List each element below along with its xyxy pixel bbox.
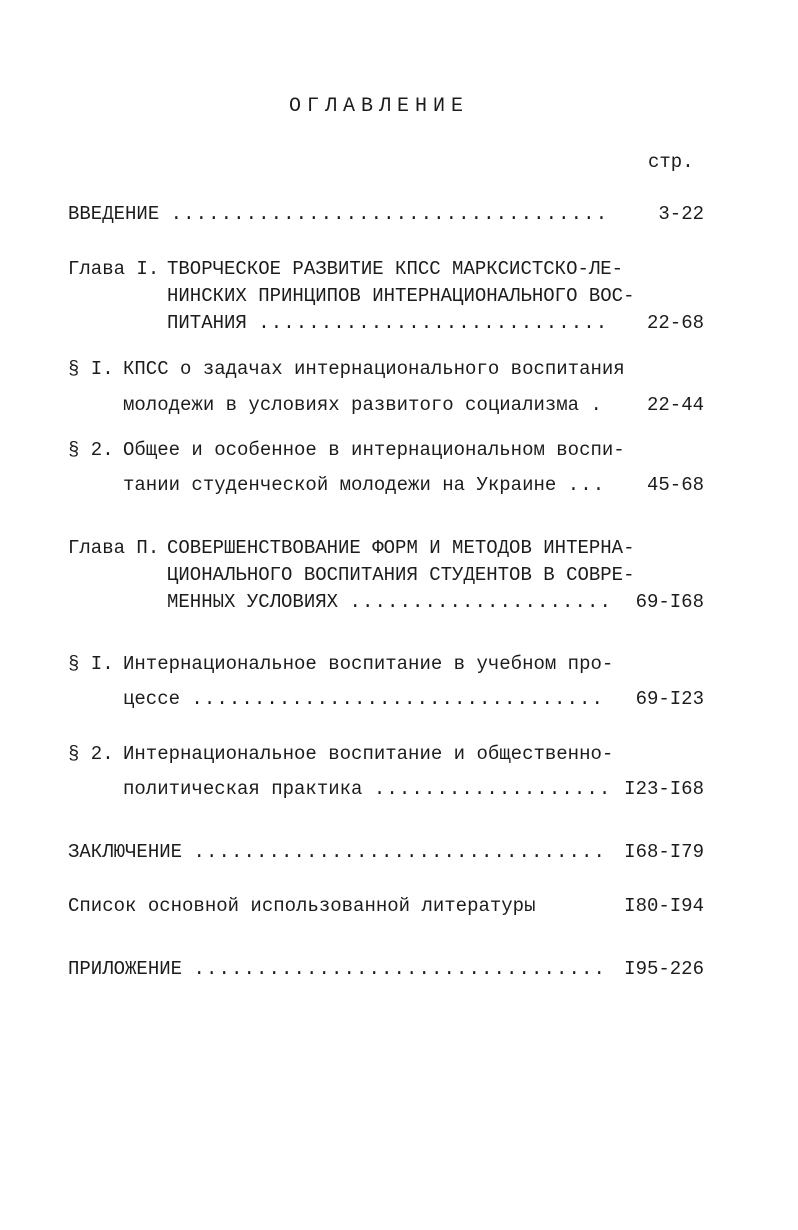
dot-leader: ................... — [373, 778, 612, 800]
page-range: I68-I79 — [624, 841, 704, 863]
chapter-1-title-line-1[interactable]: ТВОРЧЕСКОЕ РАЗВИТИЕ КПСС МАРКСИСТСКО-ЛЕ- — [167, 258, 624, 280]
chapter-2-title-line-1[interactable]: СОВЕРШЕНСТВОВАНИЕ ФОРМ И МЕТОДОВ ИНТЕРНА- — [167, 537, 635, 559]
toc-entry-bibliography[interactable]: Список основной использованной литературы — [68, 895, 536, 917]
section-2-1-prefix: § I. — [68, 653, 114, 675]
dot-leader: . — [590, 394, 603, 416]
chapter-1-title-line-3[interactable]: ПИТАНИЯ ............................ — [167, 312, 609, 334]
page-range: I80-I94 — [624, 895, 704, 917]
dot-leader: ................................. — [191, 688, 604, 710]
dot-leader: ............................ — [258, 312, 609, 334]
dot-leader: ..................... — [349, 591, 612, 613]
page-range: I23-I68 — [624, 778, 704, 800]
section-1-1-line-1[interactable]: КПСС о задачах интернационального воспитания — [123, 358, 625, 380]
section-2-2-line-2[interactable]: политическая практика ................... — [123, 778, 612, 800]
toc-entry-intro[interactable] — [68, 205, 608, 224]
chapter-2-title-line-3[interactable]: МЕННЫХ УСЛОВИЯХ ..................... — [167, 591, 612, 613]
section-1-2-line-1[interactable]: Общее и особенное в интернациональном воспи- — [123, 439, 625, 461]
section-2-2-line-1[interactable]: Интернациональное воспитание и общественно- — [123, 743, 614, 765]
section-1-2-prefix: § 2. — [68, 439, 114, 461]
page-range: 69-I68 — [635, 591, 704, 613]
section-1-2-line-2[interactable]: тании студенческой молодежи на Украине ... — [123, 474, 606, 496]
dot-leader: ................................. — [193, 958, 606, 980]
chapter-1-prefix: Глава I. — [68, 258, 160, 280]
page-range: 69-I23 — [635, 688, 704, 710]
dot-leader: ................................. — [193, 841, 606, 863]
section-2-1-line-1[interactable]: Интернациональное воспитание в учебном про- — [123, 653, 614, 675]
page-column-label: стр. — [648, 151, 694, 173]
chapter-2-prefix: Глава П. — [68, 537, 160, 559]
chapter-1-title-line-2[interactable]: НИНСКИХ ПРИНЦИПОВ ИНТЕРНАЦИОНАЛЬНОГО ВОС- — [167, 285, 635, 307]
section-1-1-prefix: § I. — [68, 358, 114, 380]
chapter-2-title-line-2[interactable]: ЦИОНАЛЬНОГО ВОСПИТАНИЯ СТУДЕНТОВ В СОВРЕ- — [167, 564, 635, 586]
page-range: I95-226 — [624, 958, 704, 980]
section-2-2-prefix: § 2. — [68, 743, 114, 765]
page-range: 45-68 — [646, 474, 704, 496]
toc-entry-conclusion[interactable]: ЗАКЛЮЧЕНИЕ ................................. — [68, 841, 606, 863]
page-range: 22-68 — [646, 312, 704, 334]
dot-leader: ... — [567, 474, 606, 496]
page-range: 22-44 — [646, 394, 704, 416]
entry-label: ВВЕДЕНИЕ — [68, 203, 160, 225]
page-range: 3-22 — [658, 203, 704, 225]
dot-leader: ................................... — [170, 203, 609, 225]
section-1-1-line-2[interactable]: молодежи в условиях развитого социализма . — [123, 394, 603, 416]
section-2-1-line-2[interactable]: цессе ................................. — [123, 688, 604, 710]
page-title: ОГЛАВЛЕНИЕ — [288, 95, 470, 118]
toc-entry-appendix[interactable]: ПРИЛОЖЕНИЕ ................................. — [68, 958, 606, 980]
